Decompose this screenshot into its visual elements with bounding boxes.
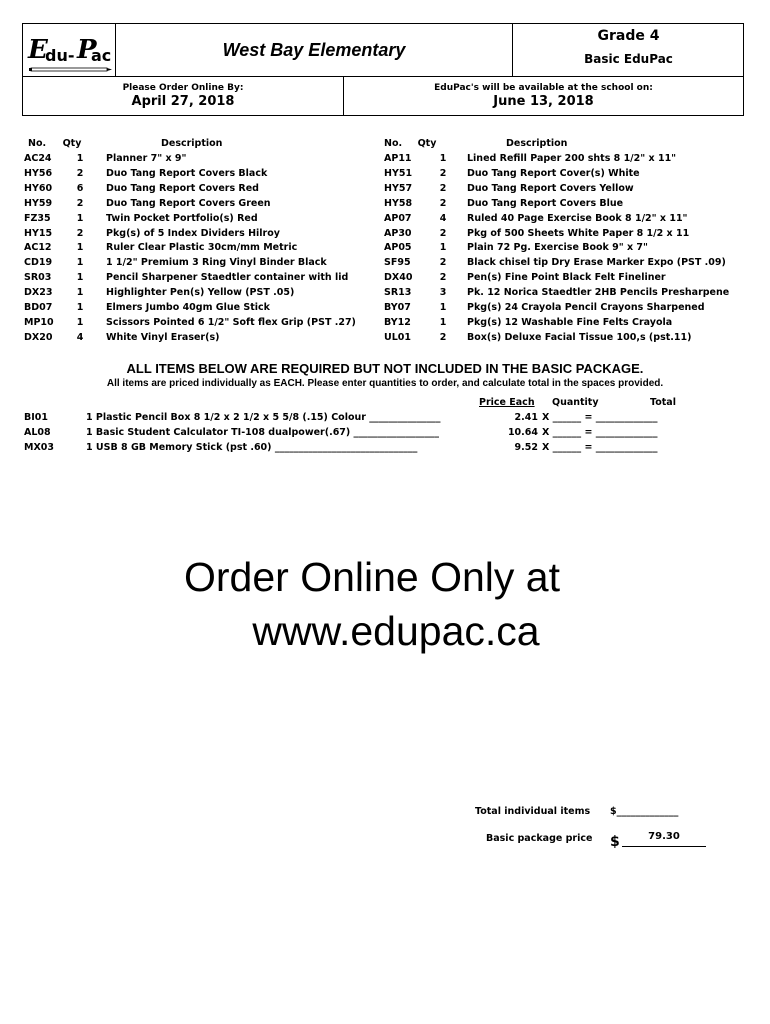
item-quantity: 2 — [76, 167, 84, 179]
total-header: Total — [650, 397, 676, 408]
header-qty: Qty — [62, 138, 82, 149]
order-by-date: April 27, 2018 — [131, 94, 235, 109]
date-row — [23, 76, 743, 116]
item-number: AP30 — [384, 227, 412, 239]
item-number: DX20 — [24, 331, 53, 343]
supply-list-left — [24, 138, 384, 348]
item-quantity: 2 — [439, 272, 447, 284]
optional-heading: ALL ITEMS BELOW ARE REQUIRED BUT NOT INCLUDED IN THE BASIC PACKAGE. — [126, 361, 644, 376]
item-number: MP10 — [24, 316, 54, 328]
item-quantity: 1 — [439, 153, 447, 164]
item-quantity: 1 — [76, 242, 84, 254]
item-number: AP07 — [384, 212, 412, 224]
item-quantity: 1 — [76, 287, 84, 299]
list-item — [24, 213, 384, 228]
item-price: 9.52 — [514, 442, 538, 453]
order-entry[interactable]: X ______ = _____________ — [542, 412, 658, 423]
column-headers — [24, 138, 384, 153]
list-item — [24, 183, 384, 198]
item-number: HY57 — [384, 182, 413, 194]
order-entry[interactable]: X ______ = _____________ — [542, 427, 658, 438]
order-by-cell — [23, 77, 344, 116]
item-description: Duo Tang Report Covers Red — [106, 182, 259, 194]
item-description: Pkg(s) 24 Crayola Pencil Crayons Sharpened — [467, 302, 705, 313]
basic-package-label: Basic package price — [486, 833, 593, 844]
item-number: CD19 — [24, 257, 53, 269]
total-individual-label: Total individual items — [475, 806, 591, 817]
item-quantity: 2 — [76, 227, 84, 239]
list-item — [24, 168, 384, 183]
list-item — [384, 213, 754, 228]
item-number: HY51 — [384, 167, 413, 179]
list-item — [24, 228, 384, 243]
svg-text:E: E — [28, 35, 48, 65]
header-description: Description — [161, 138, 223, 149]
item-quantity: 1 — [439, 302, 447, 313]
item-quantity: 1 — [76, 302, 84, 313]
item-number: DX40 — [384, 272, 413, 284]
list-item — [384, 183, 754, 198]
list-item — [24, 317, 384, 332]
item-description: Planner 7" x 9" — [106, 153, 187, 164]
item-description: Ruled 40 Page Exercise Book 8 1/2" x 11" — [467, 212, 688, 224]
item-description: 1 Basic Student Calculator TI-108 dualpower(.67) __________________ — [86, 427, 440, 438]
order-form-header — [22, 23, 744, 116]
website-url[interactable]: www.edupac.ca — [252, 608, 540, 654]
grade-label: Grade 4 — [597, 28, 660, 44]
item-description: Lined Refill Paper 200 shts 8 1/2" x 11" — [467, 153, 677, 164]
item-number: BY12 — [384, 316, 411, 328]
item-description: 1 1/2" Premium 3 Ring Vinyl Binder Black — [106, 257, 327, 269]
list-item — [384, 168, 754, 183]
list-item — [24, 153, 384, 168]
item-number: AC24 — [24, 153, 52, 164]
item-number: BI01 — [24, 412, 48, 423]
item-number: HY58 — [384, 197, 413, 209]
total-individual-field[interactable]: $_____________ — [610, 806, 679, 817]
school-name: West Bay Elementary — [222, 39, 406, 60]
item-quantity: 2 — [439, 331, 447, 343]
item-quantity: 2 — [439, 182, 447, 194]
item-quantity: 1 — [439, 242, 447, 254]
item-description: Pencil Sharpener Staedtler container with lid — [106, 272, 349, 284]
order-online-line-1: Order Online Only at — [184, 554, 560, 600]
list-item — [384, 317, 754, 332]
available-cell — [344, 77, 743, 116]
header-no: No. — [28, 138, 47, 149]
item-number: SR03 — [24, 272, 52, 284]
item-quantity: 1 — [76, 153, 84, 164]
item-quantity: 2 — [439, 227, 447, 239]
supply-list-right — [384, 138, 754, 348]
list-item — [384, 198, 754, 213]
svg-text:P: P — [77, 35, 97, 65]
item-description: Elmers Jumbo 40gm Glue Stick — [106, 302, 270, 313]
item-description: Plain 72 Pg. Exercise Book 9" x 7" — [467, 242, 648, 254]
item-number: AP05 — [384, 242, 412, 254]
item-quantity: 4 — [76, 331, 84, 343]
item-description: Pkg(s) 12 Washable Fine Felts Crayola — [467, 316, 673, 328]
header-description: Description — [506, 138, 568, 149]
item-quantity: 2 — [76, 197, 84, 209]
list-item — [24, 332, 384, 347]
edupac-logo-image — [23, 24, 115, 76]
item-description: Pk. 12 Norica Staedtler 2HB Pencils Presharpene — [467, 287, 730, 299]
grade-box — [512, 24, 744, 76]
item-quantity: 2 — [439, 257, 447, 269]
list-item — [24, 302, 384, 317]
item-quantity: 1 — [76, 257, 84, 269]
package-name: Basic EduPac — [584, 52, 673, 66]
item-description: 1 Plastic Pencil Box 8 1/2 x 2 1/2 x 5 5/8 (.15) Colour _______________ — [86, 412, 441, 423]
item-number: UL01 — [384, 331, 411, 343]
list-item — [384, 257, 754, 272]
list-item — [24, 287, 384, 302]
column-headers — [384, 138, 754, 153]
item-description: Twin Pocket Portfolio(s) Red — [106, 212, 258, 224]
item-number: HY15 — [24, 227, 53, 239]
item-number: SF95 — [384, 257, 411, 269]
price-each-header: Price Each — [479, 397, 535, 408]
header-no: No. — [384, 138, 403, 149]
item-number: AL08 — [24, 427, 51, 438]
item-description: Ruler Clear Plastic 30cm/mm Metric — [106, 242, 298, 254]
item-quantity: 1 — [76, 316, 84, 328]
item-number: DX23 — [24, 287, 53, 299]
item-description: Duo Tang Report Covers Blue — [467, 197, 624, 209]
item-number: AC12 — [24, 242, 52, 254]
list-item — [24, 257, 384, 272]
list-item — [384, 228, 754, 243]
order-entry[interactable]: X ______ = _____________ — [542, 442, 658, 453]
order-by-label: Please Order Online By: — [122, 83, 244, 93]
item-quantity: 2 — [439, 167, 447, 179]
item-description: Pkg(s) of 5 Index Dividers Hilroy — [106, 227, 280, 239]
basic-package-currency: $ — [610, 834, 620, 850]
item-description: Pkg of 500 Sheets White Paper 8 1/2 x 11 — [467, 227, 690, 239]
item-price: 2.41 — [514, 412, 538, 423]
item-number: BY07 — [384, 302, 411, 313]
item-quantity: 6 — [76, 182, 84, 194]
item-number: MX03 — [24, 442, 54, 453]
item-description: Highlighter Pen(s) Yellow (PST .05) — [106, 287, 295, 299]
item-number: HY59 — [24, 197, 53, 209]
svg-text:ac: ac — [91, 46, 112, 65]
item-number: BD07 — [24, 302, 53, 313]
item-quantity: 1 — [76, 272, 84, 284]
list-item — [24, 272, 384, 287]
item-number: HY60 — [24, 182, 53, 194]
item-description: Duo Tang Report Covers Black — [106, 167, 268, 179]
item-quantity: 2 — [439, 197, 447, 209]
item-quantity: 1 — [76, 212, 84, 224]
basic-package-price: 79.30 — [622, 831, 706, 847]
item-quantity: 1 — [439, 316, 447, 328]
svg-text:du-: du- — [45, 46, 75, 65]
list-item — [384, 242, 754, 257]
available-label: EduPac's will be available at the school on: — [434, 83, 653, 93]
item-number: AP11 — [384, 153, 412, 164]
item-price: 10.64 — [507, 427, 538, 438]
item-description: Black chisel tip Dry Erase Marker Expo (PST .09) — [467, 257, 726, 269]
list-item — [384, 272, 754, 287]
quantity-header: Quantity — [552, 397, 599, 408]
item-description: Duo Tang Report Covers Yellow — [467, 182, 634, 194]
item-number: FZ35 — [24, 212, 51, 224]
item-quantity: 4 — [439, 212, 447, 224]
list-item — [384, 287, 754, 302]
list-item — [384, 332, 754, 347]
list-item — [384, 153, 754, 168]
list-item — [24, 242, 384, 257]
edupac-logo — [23, 24, 116, 76]
item-description: Box(s) Deluxe Facial Tissue 100,s (pst.11) — [467, 331, 692, 343]
item-number: SR13 — [384, 287, 412, 299]
item-description: Duo Tang Report Covers Green — [106, 197, 271, 209]
header-qty: Qty — [417, 138, 437, 149]
item-description: 1 USB 8 GB Memory Stick (pst .60) ______________________________ — [86, 442, 418, 453]
item-description: Scissors Pointed 6 1/2" Soft flex Grip (PST .27) — [106, 316, 356, 328]
item-description: Pen(s) Fine Point Black Felt Fineliner — [467, 272, 666, 284]
optional-subheading: All items are priced individually as EACH. Please enter quantities to order, and calculate total in the spaces provided. — [106, 378, 664, 389]
item-number: HY56 — [24, 167, 53, 179]
list-item — [24, 198, 384, 213]
item-quantity: 3 — [439, 287, 447, 299]
list-item — [384, 302, 754, 317]
item-description: Duo Tang Report Cover(s) White — [467, 167, 640, 179]
available-date: June 13, 2018 — [493, 94, 594, 109]
item-description: White Vinyl Eraser(s) — [106, 331, 220, 343]
